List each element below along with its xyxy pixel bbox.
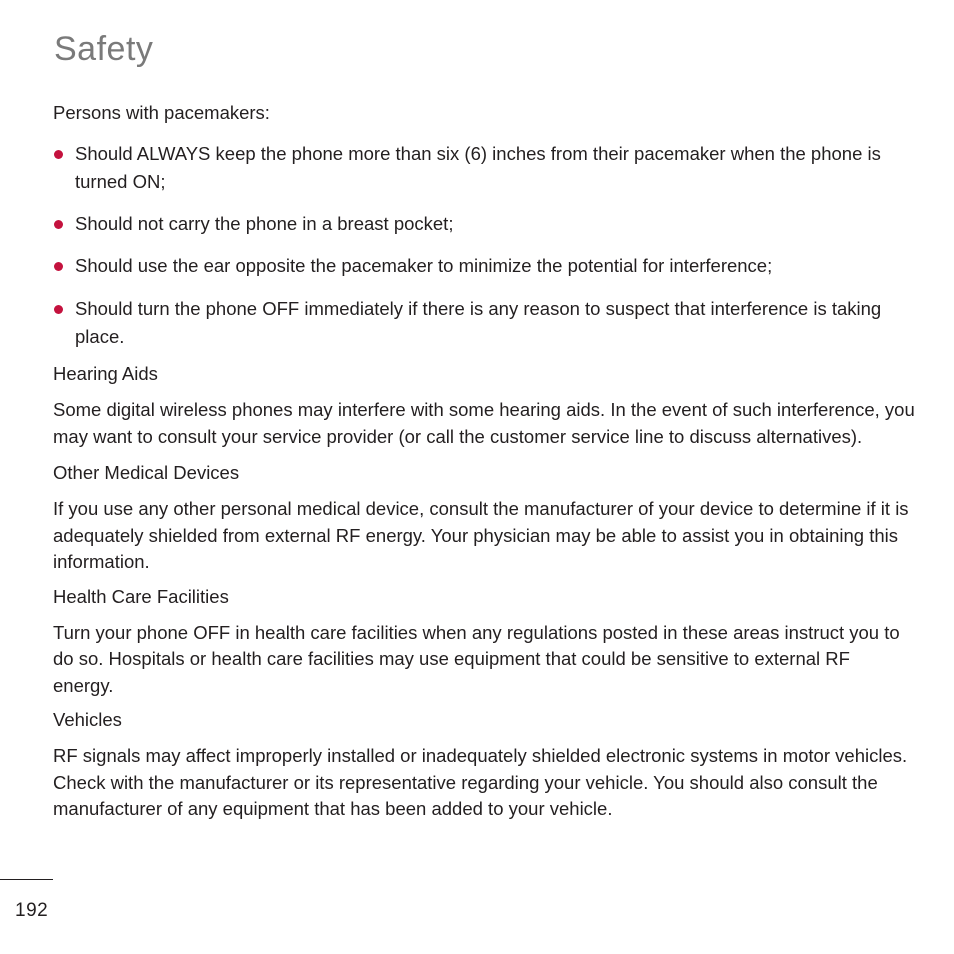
list-item bbox=[53, 210, 915, 238]
section-heading-pacemakers: Persons with pacemakers: bbox=[53, 102, 270, 123]
footer-divider bbox=[0, 879, 53, 880]
list-item bbox=[53, 252, 915, 280]
section-body-hearing-aids: Some digital wireless phones may interfere with some hearing aids. In the event of such interference, you may want to consult your service provider (or call the customer service line to discuss alternatives). bbox=[53, 399, 915, 447]
bullet-text: Should use the ear opposite the pacemaker to minimize the potential for interference; bbox=[75, 255, 773, 276]
section-body-vehicles: RF signals may affect improperly installed or inadequately shielded electronic systems in motor vehicles. Check with the manufacturer or its representative regarding your vehicle. You should also consult the manufacturer of any equipment that has been added to your vehicle. bbox=[53, 745, 908, 819]
page-title: Safety bbox=[54, 30, 154, 68]
bullet-dot-icon bbox=[54, 150, 63, 159]
page-number: 192 bbox=[15, 900, 49, 921]
section-body-other-medical-devices: If you use any other personal medical device, consult the manufacturer of your device to determine if it is adequately shielded from external RF energy. Your physician may be able to assist you in obtaining this information. bbox=[53, 498, 909, 572]
section-heading-hearing-aids: Hearing Aids bbox=[53, 363, 158, 384]
bullet-dot-icon bbox=[54, 305, 63, 314]
list-item bbox=[53, 140, 915, 196]
bullet-dot-icon bbox=[54, 220, 63, 229]
list-item bbox=[53, 295, 915, 351]
section-heading-vehicles: Vehicles bbox=[53, 709, 122, 730]
bullet-dot-icon bbox=[54, 262, 63, 271]
section-heading-other-medical-devices: Other Medical Devices bbox=[53, 462, 240, 483]
pacemaker-bullet-list bbox=[53, 140, 915, 351]
bullet-text: Should ALWAYS keep the phone more than six (6) inches from their pacemaker when the phone is turned ON; bbox=[75, 143, 881, 192]
section-heading-health-care-facilities: Health Care Facilities bbox=[53, 585, 229, 607]
bullet-text: Should turn the phone OFF immediately if there is any reason to suspect that interference is taking place. bbox=[75, 298, 882, 347]
page-content bbox=[53, 100, 915, 823]
bullet-text: Should not carry the phone in a breast pocket; bbox=[75, 213, 454, 234]
section-body-health-care-facilities: Turn your phone OFF in health care facilities when any regulations posted in these areas instruct you to do so. Hospitals or health care facilities may use equipment that could be sensitive to external RF energy. bbox=[53, 621, 900, 696]
